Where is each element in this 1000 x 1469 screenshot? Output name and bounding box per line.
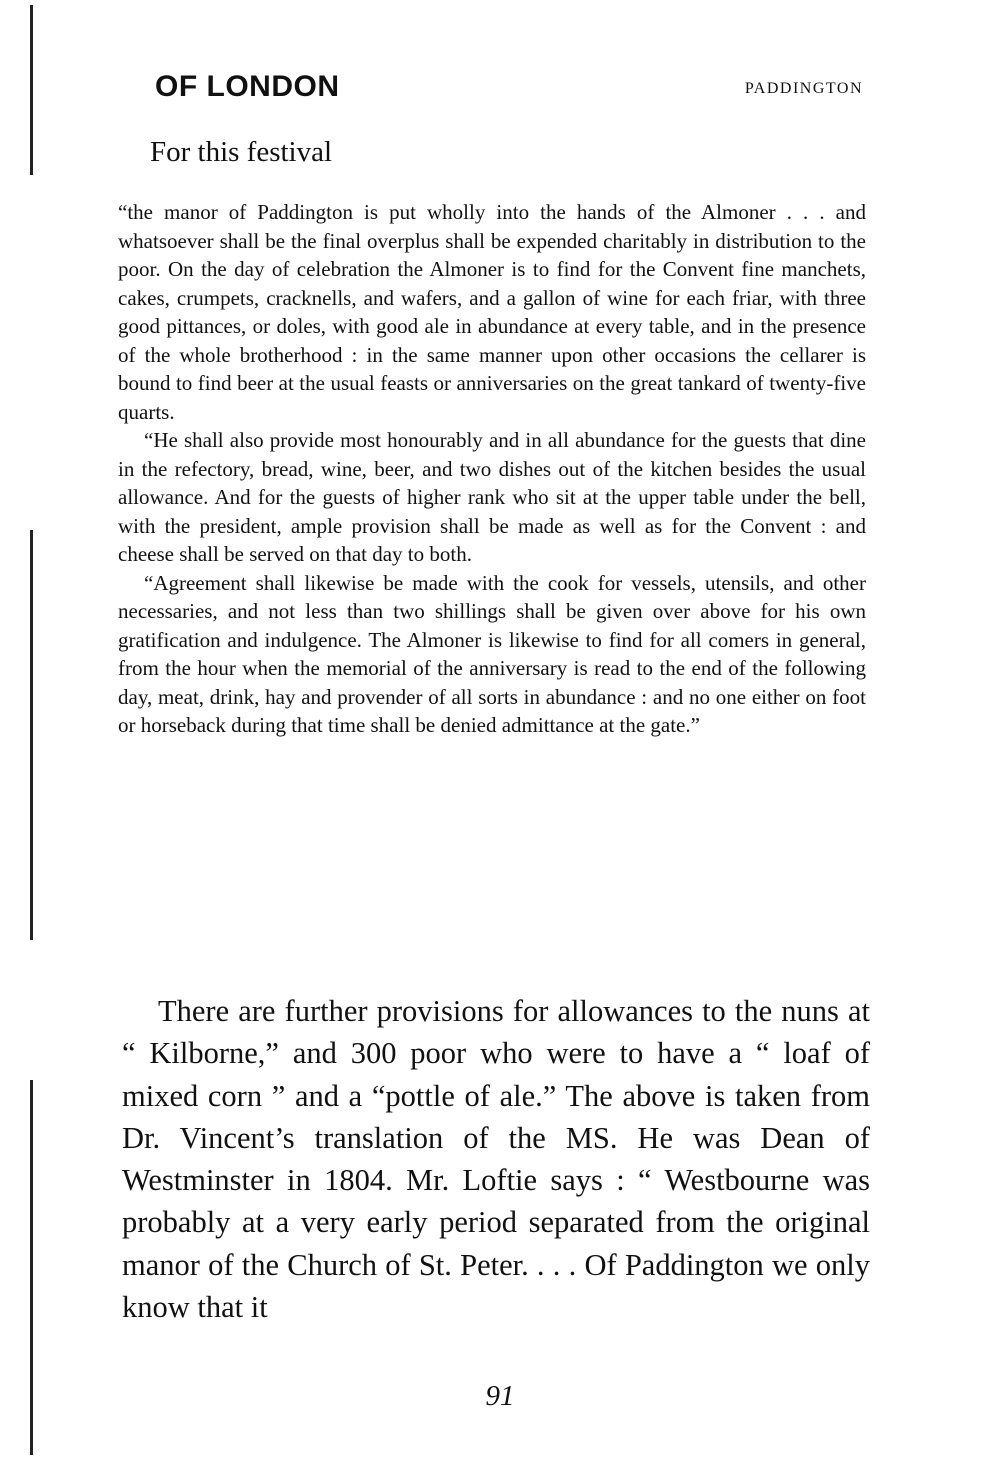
quote-paragraph-2: “He shall also provide most honourably and in all abundance for the guests that dine in the refectory, bread, wine, beer, and two dishes out of the kitchen besides the usual allowance. And for the guests of higher rank who sit at the upper table under the bell, with the president, ample provision shall be made as well as for the Convent : and cheese shall be served on that day to both. [118, 428, 866, 566]
page-edge-line-top [30, 5, 33, 175]
body-paragraph: There are further provisions for allowances to the nuns at “ Kilborne,” and 300 poor who were to have a “ loaf of mixed corn ” and a “pottle of ale.” The above is taken from Dr. Vincent’s translation of the MS. He was Dean of Westminster in 1804. Mr. Loftie says : “ Westbourne was probably at a very early period separated from the original manor of the Church of St. Peter. . . . Of Paddington we only know that it [122, 994, 870, 1325]
page-edge-line-middle [30, 530, 33, 940]
page-number: 91 [485, 1380, 515, 1412]
quote-paragraph-3: “Agreement shall likewise be made with the cook for vessels, utensils, and other necessaries, and not less than two shillings shall be given over above for his own gratification and indulgence. The Almoner is likewise to find for all comers in general, from the hour when the memorial of the anniversary is read to the end of the following day, meat, drink, hay and provender of all sorts in abundance : and no one either on foot or horseback during that time shall be denied admittance at the gate.” [118, 570, 866, 737]
intro-line: For this festival [150, 136, 333, 168]
running-head-title: OF LONDON [155, 70, 340, 103]
quote-paragraph-1: “the manor of Paddington is put wholly into the hands of the Almoner . . . and whatsoever shall be the final overplus shall be expended charitably in distribution to the poor. On the day of celebration the Almoner is to find for the Convent fine manchets, cakes, crumpets, cracknells, and wafers, and a gallon of wine for each friar, with three good pittances, or doles, with good ale in abundance at every table, and in the presence of the whole brotherhood : in the same manner upon other occasions the cellarer is bound to find beer at the usual feasts or anniversaries on the great tankard of twenty-five quarts. [118, 200, 866, 424]
block-quote [118, 198, 866, 740]
running-head-section: PADDINGTON [744, 80, 863, 97]
